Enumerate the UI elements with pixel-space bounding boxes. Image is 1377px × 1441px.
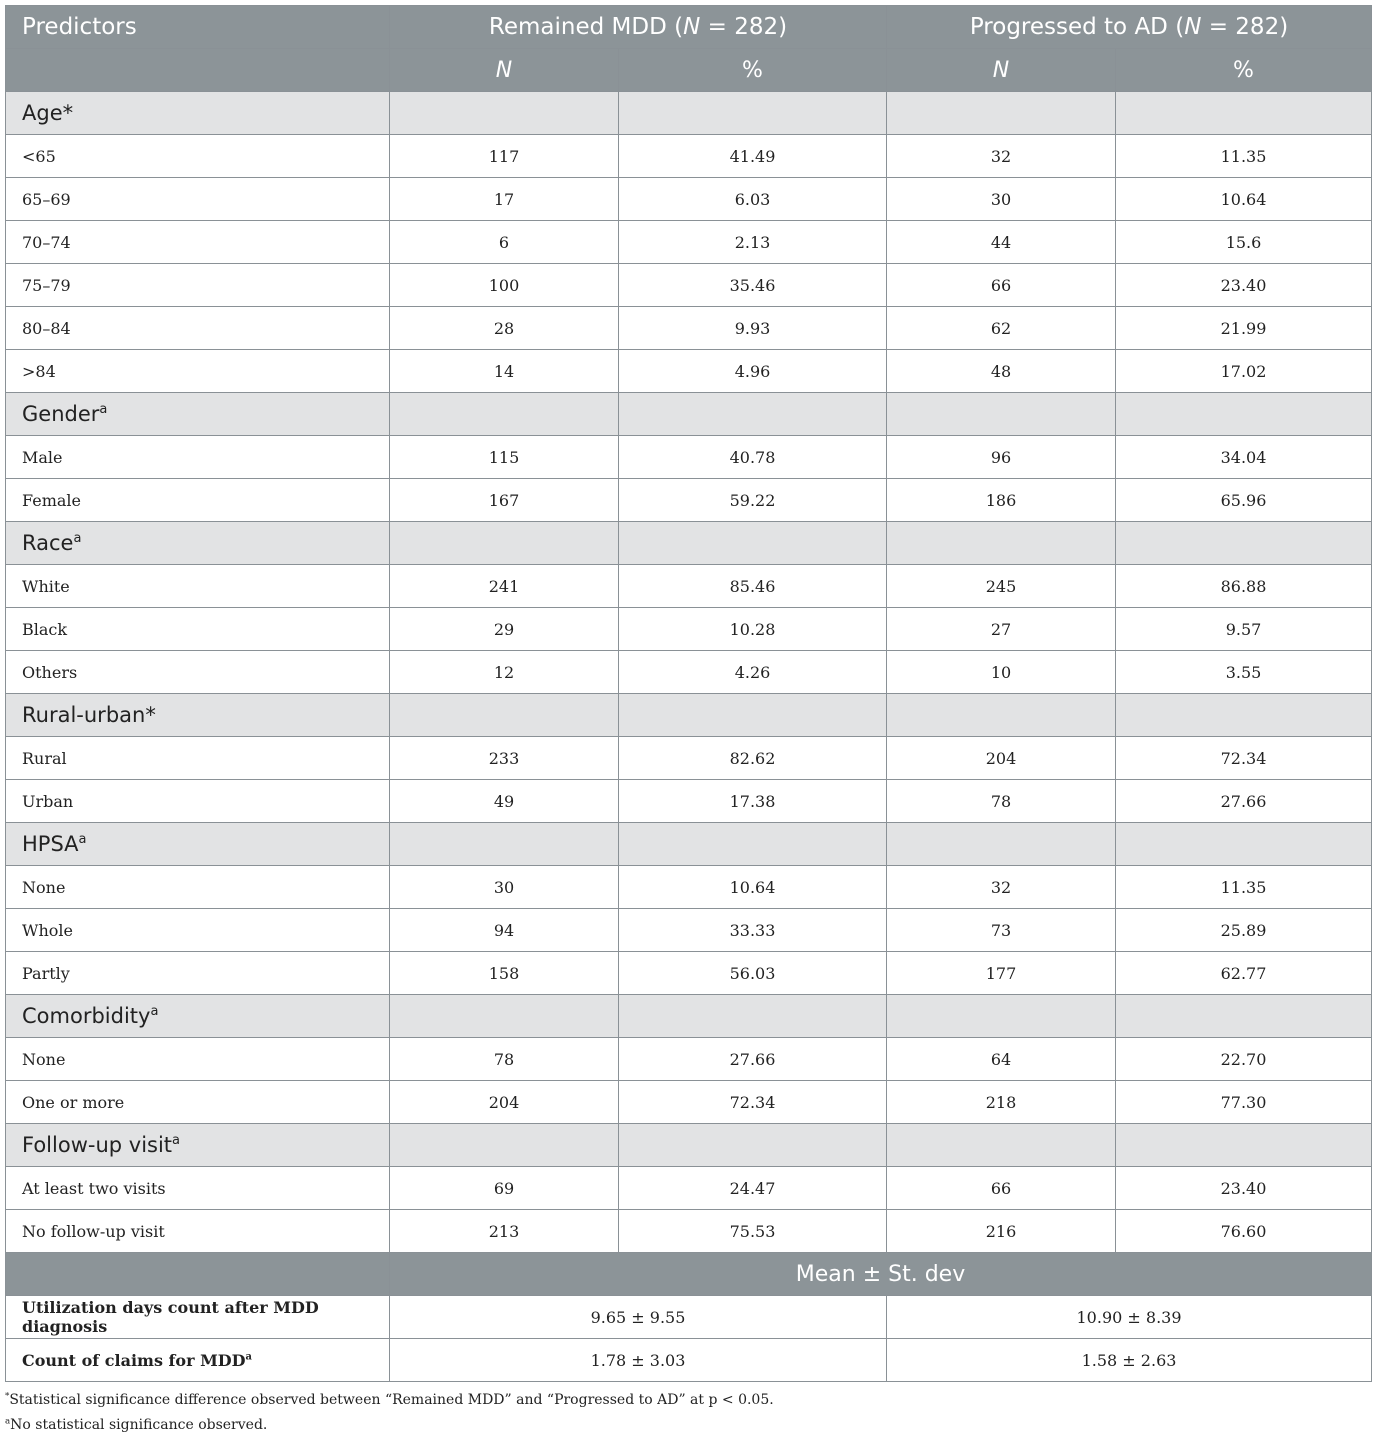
cell-n-progressed: 32 <box>887 866 1116 909</box>
table-row <box>6 737 1372 780</box>
mean-progressed: 1.58 ± 2.63 <box>887 1339 1372 1382</box>
footnote-not-significant: $^a$No statistical significance observed. <box>5 1416 268 1433</box>
mean-row-label: Count of claims for MDD$^a$ <box>6 1339 390 1382</box>
row-label: 65–69 <box>6 178 390 221</box>
cell-n-remained: 167 <box>390 479 619 522</box>
cell-n-remained: 30 <box>390 866 619 909</box>
cell-pct-remained: 75.53 <box>619 1210 887 1253</box>
table-row <box>6 780 1372 823</box>
section-cell <box>390 823 619 866</box>
cell-pct-progressed: 9.57 <box>1116 608 1372 651</box>
cell-n-remained: 29 <box>390 608 619 651</box>
section-cell <box>1116 823 1372 866</box>
cell-pct-progressed: 77.30 <box>1116 1081 1372 1124</box>
row-label: 75–79 <box>6 264 390 307</box>
section-row <box>6 393 1372 436</box>
header-n-progressed: N <box>887 49 1116 92</box>
header-pct-progressed: % <box>1116 49 1372 92</box>
cell-pct-progressed: 76.60 <box>1116 1210 1372 1253</box>
table-row <box>6 952 1372 995</box>
cell-n-remained: 28 <box>390 307 619 350</box>
section-label: Rural-urban* <box>6 694 390 737</box>
table-row <box>6 565 1372 608</box>
cell-n-progressed: 62 <box>887 307 1116 350</box>
mean-remained: 1.78 ± 3.03 <box>390 1339 887 1382</box>
section-cell <box>887 92 1116 135</box>
table-row <box>6 436 1372 479</box>
header-row-subcolumns <box>6 49 1372 92</box>
section-label: Age* <box>6 92 390 135</box>
section-cell <box>619 694 887 737</box>
cell-pct-remained: 56.03 <box>619 952 887 995</box>
row-label: Black <box>6 608 390 651</box>
table-container <box>5 5 1371 1382</box>
section-cell <box>887 522 1116 565</box>
table-row <box>6 135 1372 178</box>
cell-pct-progressed: 11.35 <box>1116 135 1372 178</box>
row-label: None <box>6 866 390 909</box>
cell-n-progressed: 27 <box>887 608 1116 651</box>
cell-n-progressed: 10 <box>887 651 1116 694</box>
cell-n-remained: 78 <box>390 1038 619 1081</box>
mean-header: Mean ± St. dev <box>390 1253 1372 1296</box>
cell-n-progressed: 78 <box>887 780 1116 823</box>
section-cell <box>619 1124 887 1167</box>
section-cell <box>1116 995 1372 1038</box>
row-label: White <box>6 565 390 608</box>
cell-pct-remained: 10.64 <box>619 866 887 909</box>
table-row <box>6 1038 1372 1081</box>
cell-n-remained: 14 <box>390 350 619 393</box>
cell-n-remained: 241 <box>390 565 619 608</box>
section-cell <box>619 393 887 436</box>
cell-pct-progressed: 3.55 <box>1116 651 1372 694</box>
table-row <box>6 651 1372 694</box>
cell-n-remained: 94 <box>390 909 619 952</box>
row-label: Female <box>6 479 390 522</box>
cell-pct-progressed: 72.34 <box>1116 737 1372 780</box>
section-row <box>6 1124 1372 1167</box>
mean-row-label: Utilization days count after MDD diagnosis <box>6 1296 390 1339</box>
cell-n-progressed: 96 <box>887 436 1116 479</box>
section-label: Race$^a$ <box>6 522 390 565</box>
cell-pct-remained: 35.46 <box>619 264 887 307</box>
section-label: HPSA$^a$ <box>6 823 390 866</box>
cell-n-progressed: 32 <box>887 135 1116 178</box>
mean-section <box>6 1253 1372 1382</box>
cell-pct-remained: 72.34 <box>619 1081 887 1124</box>
cell-n-progressed: 177 <box>887 952 1116 995</box>
row-label: 80–84 <box>6 307 390 350</box>
cell-n-remained: 158 <box>390 952 619 995</box>
row-label: <65 <box>6 135 390 178</box>
row-label: Male <box>6 436 390 479</box>
section-row <box>6 823 1372 866</box>
cell-pct-remained: 33.33 <box>619 909 887 952</box>
section-cell <box>1116 522 1372 565</box>
section-cell <box>1116 694 1372 737</box>
table-row <box>6 608 1372 651</box>
section-label: Gender$^a$ <box>6 393 390 436</box>
cell-n-progressed: 204 <box>887 737 1116 780</box>
row-label: >84 <box>6 350 390 393</box>
section-cell <box>887 393 1116 436</box>
cell-n-remained: 115 <box>390 436 619 479</box>
cell-pct-remained: 10.28 <box>619 608 887 651</box>
section-row <box>6 995 1372 1038</box>
cell-pct-progressed: 25.89 <box>1116 909 1372 952</box>
header-n-remained: N <box>390 49 619 92</box>
section-cell <box>619 995 887 1038</box>
cell-pct-remained: 40.78 <box>619 436 887 479</box>
cell-n-progressed: 218 <box>887 1081 1116 1124</box>
footnote-significant: *Statistical significance difference observed between “Remained MDD” and “Progressed to AD” at p < 0.05. <box>5 1391 774 1408</box>
table-row <box>6 307 1372 350</box>
cell-n-progressed: 66 <box>887 264 1116 307</box>
section-cell <box>887 694 1116 737</box>
section-row <box>6 694 1372 737</box>
section-cell <box>887 823 1116 866</box>
row-label: Rural <box>6 737 390 780</box>
cell-n-progressed: 64 <box>887 1038 1116 1081</box>
cell-n-remained: 204 <box>390 1081 619 1124</box>
header-remained-mdd: Remained MDD (N = 282) <box>390 6 887 49</box>
cell-n-progressed: 30 <box>887 178 1116 221</box>
table-row <box>6 909 1372 952</box>
table-row <box>6 1210 1372 1253</box>
section-cell <box>887 995 1116 1038</box>
cell-pct-remained: 2.13 <box>619 221 887 264</box>
row-label: Urban <box>6 780 390 823</box>
cell-pct-progressed: 11.35 <box>1116 866 1372 909</box>
cell-pct-remained: 27.66 <box>619 1038 887 1081</box>
table-row <box>6 264 1372 307</box>
section-cell <box>619 522 887 565</box>
section-cell <box>390 522 619 565</box>
cell-n-progressed: 186 <box>887 479 1116 522</box>
table-row <box>6 350 1372 393</box>
cell-pct-progressed: 34.04 <box>1116 436 1372 479</box>
cell-pct-progressed: 62.77 <box>1116 952 1372 995</box>
cell-pct-remained: 6.03 <box>619 178 887 221</box>
row-label: One or more <box>6 1081 390 1124</box>
cell-pct-remained: 24.47 <box>619 1167 887 1210</box>
section-cell <box>390 694 619 737</box>
cell-pct-remained: 41.49 <box>619 135 887 178</box>
table-row <box>6 866 1372 909</box>
header-blank <box>6 49 390 92</box>
mean-header-row <box>6 1253 1372 1296</box>
cell-pct-progressed: 65.96 <box>1116 479 1372 522</box>
section-cell <box>619 823 887 866</box>
cell-pct-progressed: 15.6 <box>1116 221 1372 264</box>
section-row <box>6 92 1372 135</box>
row-label: Partly <box>6 952 390 995</box>
cell-n-remained: 12 <box>390 651 619 694</box>
cell-pct-progressed: 10.64 <box>1116 178 1372 221</box>
cell-n-remained: 213 <box>390 1210 619 1253</box>
header-row-groups <box>6 6 1372 49</box>
cell-pct-remained: 17.38 <box>619 780 887 823</box>
row-label: Whole <box>6 909 390 952</box>
row-label: Others <box>6 651 390 694</box>
cell-pct-progressed: 27.66 <box>1116 780 1372 823</box>
header-progressed-ad: Progressed to AD (N = 282) <box>887 6 1372 49</box>
table-row <box>6 479 1372 522</box>
section-cell <box>390 995 619 1038</box>
cell-n-progressed: 48 <box>887 350 1116 393</box>
section-label: Follow-up visit$^a$ <box>6 1124 390 1167</box>
mean-row <box>6 1296 1372 1339</box>
cell-pct-remained: 4.96 <box>619 350 887 393</box>
cell-n-remained: 6 <box>390 221 619 264</box>
mean-header-blank <box>6 1253 390 1296</box>
table-row <box>6 1081 1372 1124</box>
row-label: No follow-up visit <box>6 1210 390 1253</box>
cell-pct-progressed: 17.02 <box>1116 350 1372 393</box>
cell-n-remained: 17 <box>390 178 619 221</box>
cell-n-remained: 69 <box>390 1167 619 1210</box>
cell-pct-progressed: 23.40 <box>1116 1167 1372 1210</box>
table-row <box>6 1167 1372 1210</box>
section-cell <box>1116 92 1372 135</box>
cell-pct-remained: 82.62 <box>619 737 887 780</box>
cell-n-progressed: 216 <box>887 1210 1116 1253</box>
table-row <box>6 178 1372 221</box>
cell-pct-progressed: 86.88 <box>1116 565 1372 608</box>
section-cell <box>887 1124 1116 1167</box>
section-label: Comorbidity$^a$ <box>6 995 390 1038</box>
cell-pct-remained: 59.22 <box>619 479 887 522</box>
cell-n-remained: 49 <box>390 780 619 823</box>
section-cell <box>390 1124 619 1167</box>
cell-n-remained: 117 <box>390 135 619 178</box>
cell-n-progressed: 66 <box>887 1167 1116 1210</box>
mean-remained: 9.65 ± 9.55 <box>390 1296 887 1339</box>
table-body <box>6 92 1372 1253</box>
table-row <box>6 221 1372 264</box>
cell-pct-progressed: 21.99 <box>1116 307 1372 350</box>
cell-n-progressed: 245 <box>887 565 1116 608</box>
cell-n-progressed: 44 <box>887 221 1116 264</box>
cell-pct-remained: 9.93 <box>619 307 887 350</box>
cell-pct-remained: 4.26 <box>619 651 887 694</box>
predictors-table <box>5 5 1372 1382</box>
header-predictors: Predictors <box>6 6 390 49</box>
section-cell <box>1116 1124 1372 1167</box>
cell-n-remained: 233 <box>390 737 619 780</box>
cell-n-progressed: 73 <box>887 909 1116 952</box>
cell-pct-progressed: 23.40 <box>1116 264 1372 307</box>
section-cell <box>619 92 887 135</box>
row-label: 70–74 <box>6 221 390 264</box>
header-pct-remained: % <box>619 49 887 92</box>
mean-progressed: 10.90 ± 8.39 <box>887 1296 1372 1339</box>
section-row <box>6 522 1372 565</box>
section-cell <box>1116 393 1372 436</box>
row-label: None <box>6 1038 390 1081</box>
cell-pct-remained: 85.46 <box>619 565 887 608</box>
row-label: At least two visits <box>6 1167 390 1210</box>
mean-row <box>6 1339 1372 1382</box>
cell-n-remained: 100 <box>390 264 619 307</box>
cell-pct-progressed: 22.70 <box>1116 1038 1372 1081</box>
section-cell <box>390 393 619 436</box>
section-cell <box>390 92 619 135</box>
